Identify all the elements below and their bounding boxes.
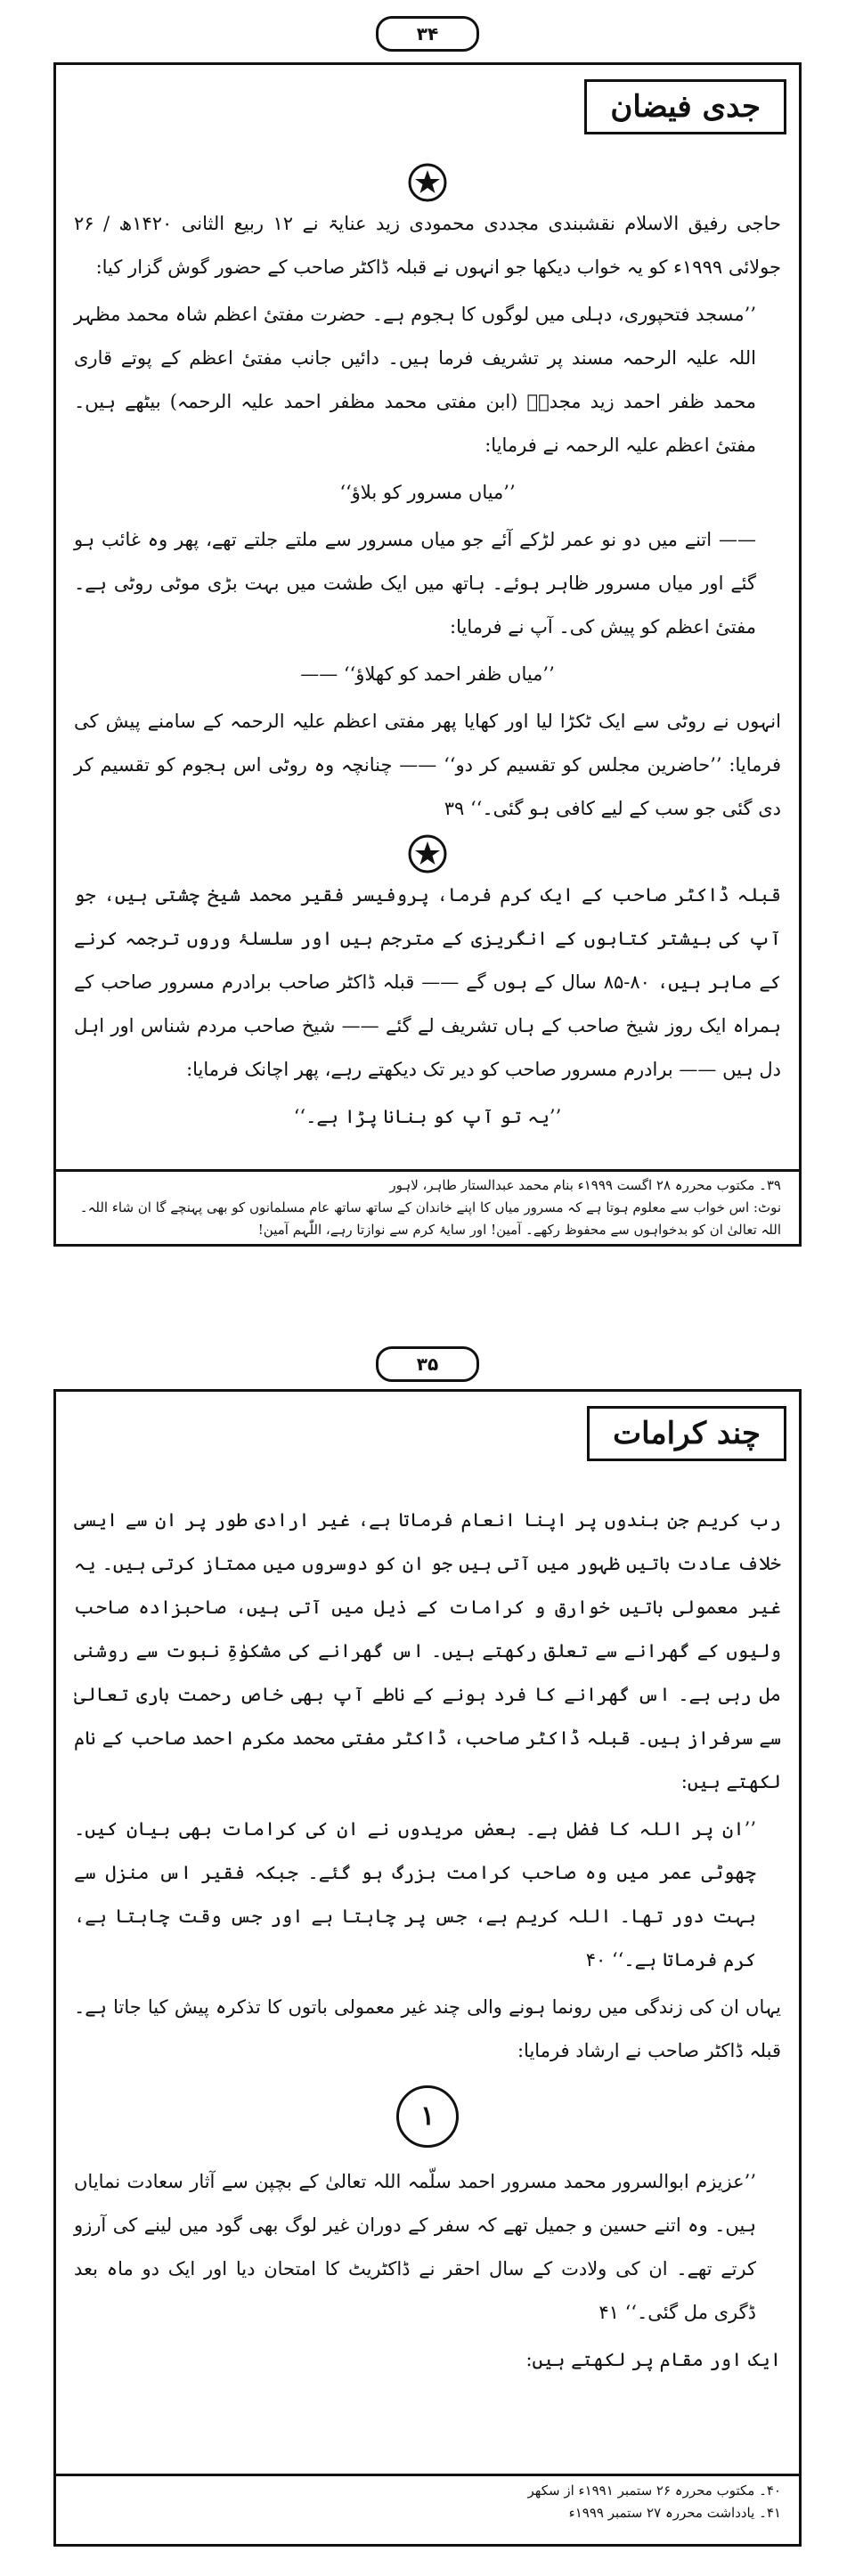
footnote: ۴۱۔ یادداشت محررہ ۲۷ ستمبر ۱۹۹۹ء — [568, 2505, 781, 2521]
chapter-title: چند کرامات — [587, 1406, 786, 1461]
footnote-divider — [56, 2474, 799, 2476]
page-35 — [53, 1389, 802, 2547]
paragraph: قبلہ ڈاکٹر صاحب کے ایک کرم فرما، پروفیسر فقیر محمد شیخ چشتی ہیں، جو آپ کی بیشتر کتابوں کے انگریزی کے مترجم ہیں اور سلسلۂ وروں ترجمہ کرنے کے ماہر ہیں، ۸۰-۸۵ سال کے ہوں گے —— قبلہ ڈاکٹر صاحب برادرم مسرور صاحب کے ہمراہ ایک روز شیخ صاحب کے ہاں تشریف لے گئے —— شیخ صاحب مردم شناس اور اہل دل ہیں —— برادرم مسرور صاحب کو دیر تک دیکھتے رہے، پھر اچانک فرمایا: — [74, 884, 781, 1080]
paragraph: انہوں نے روٹی سے ایک ٹکڑا لیا اور کھایا پھر مفتی اعظم علیہ الرحمہ کے سامنے پیش کی فرمایا: ’’حاضرین مجلس کو تقسیم کر دو‘‘ —— چنانچہ وہ روٹی اس ہجوم کو تقسیم کر دی گئی جو سب کے لیے کافی ہو گئی۔‘‘ ۳۹ — [74, 711, 781, 819]
quote-line: ’’میاں ظفر احمد کو کھلاؤ‘‘ —— — [300, 663, 555, 685]
footnote-divider — [56, 1169, 799, 1172]
page-number-34: ۳۴ — [376, 16, 479, 52]
quote-paragraph: ’’عزیزم ابوالسرور محمد مسرور احمد سلّمہ اللہ تعالیٰ کے بچپن سے آثار سعادت نمایاں ہیں۔ وہ اتنے حسین و جمیل تھے کہ سفر کے دوران غیر لوگ بھی گود میں لینے کی آرزو کرتے تھے۔ ان کی ولادت کے سال احقر نے ڈاکٹریٹ کا امتحان دیا اور ایک دو ماہ بعد ڈگری مل گئی۔‘‘ ۴۱ — [74, 2171, 757, 2323]
star-icon — [408, 834, 447, 874]
paragraph: حاجی رفیق الاسلام نقشبندی مجددی محمودی زید عنایۃ نے ۱۲ ربیع الثانی ۱۴۲۰ھ / ۲۶ جولائی ۱۹۹۹ء کو یہ خواب دیکھا جو انہوں نے قبلہ ڈاکٹر صاحب کے حضور گوش گزار کیا: — [74, 213, 781, 278]
paragraph: ایک اور مقام پر لکھتے ہیں: — [525, 2349, 781, 2370]
footnote: ۳۹۔ مکتوب محررہ ۲۸ اگست ۱۹۹۹ء بنام محمد عبدالستار طاہر، لاہور — [389, 1177, 781, 1193]
paragraph: یہاں ان کی زندگی میں رونما ہونے والی چند غیر معمولی باتوں کا تذکرہ پیش کیا جاتا ہے۔ قبلہ ڈاکٹر صاحب نے ارشاد فرمایا: — [74, 1996, 781, 2061]
page-number-35: ۳۵ — [376, 1346, 479, 1382]
page-34-body — [74, 163, 781, 1142]
star-icon — [408, 163, 447, 202]
section-number: ۱ — [396, 2085, 459, 2148]
star-ornament — [74, 834, 781, 874]
page-34 — [53, 62, 802, 1247]
footnote: ۴۰۔ مکتوب محررہ ۲۶ ستمبر ۱۹۹۱ء از سکھر — [527, 2483, 781, 2499]
quote-line: ’’میاں مسرور کو بلاؤ‘‘ — [339, 482, 516, 503]
quote-paragraph: ’’ان پر اللہ کا فضل ہے۔ بعض مریدوں نے ان کی کرامات بھی بیان کیں۔ چھوٹی عمر میں وہ صاحب کرامت بزرگ ہو گئے۔ جبکہ فقیر اس منزل سے بہت دور تھا۔ اللہ کریم ہے، جس پر چاہتا ہے اور جس وقت چاہتا ہے، کرم فرماتا ہے۔‘‘ ۴۰ — [74, 1818, 756, 1971]
quote-paragraph: ’’مسجد فتحپوری، دہلی میں لوگوں کا ہجوم ہے۔ حضرت مفتیٔ اعظم شاہ محمد مظہر اللہ علیہ الرحمہ مسند پر تشریف فرما ہیں۔ دائیں جانب مفتیٔ اعظم کے پوتے قاری محمد ظفر احمد زید مجدہٗ (ابن مفتی محمد مظفر احمد علیہ الرحمہ) بیٹھے ہیں۔ مفتیٔ اعظم علیہ الرحمہ نے فرمایا: — [74, 304, 757, 456]
footnotes — [74, 2480, 781, 2524]
chapter-title: جدی فیضان — [584, 79, 786, 134]
quote-line: ’’یہ تو آپ کو بنانا پڑا ہے۔‘‘ — [293, 1106, 562, 1127]
footnotes — [74, 1174, 781, 1241]
quote-paragraph: —— اتنے میں دو نو عمر لڑکے آئے جو میاں مسرور سے ملتے جلتے تھے، پھر وہ غائب ہو گئے اور میاں مسرور ظاہر ہوئے۔ ہاتھ میں ایک طشت میں بہت بڑی موٹی روٹی ہے۔ مفتیٔ اعظم کو پیش کی۔ آپ نے فرمایا: — [74, 529, 756, 638]
star-ornament — [74, 163, 781, 202]
footnote: نوٹ: اس خواب سے معلوم ہوتا ہے کہ مسرور میاں کا اپنے خاندان کے ساتھ ساتھ عام مسلمانوں کو بھی پہنچے گا ان شاء اللہ۔ اللہ تعالیٰ ان کو بدخواہوں سے محفوظ رکھے۔ آمین! اور سایۂ کرم سے نوازتا رہے، اللّٰہم آمین! — [79, 1199, 781, 1238]
paragraph: رب کریم جن بندوں پر اپنا انعام فرماتا ہے، غیر ارادی طور پر ان سے ایسی خلاف عادت باتیں ظہور میں آتی ہیں جو ان کو دوسروں میں ممتاز کرتی ہیں۔ یہ غیر معمولی باتیں خوارق و کرامات کے ذیل میں آتی ہیں، صاحبزادہ صاحب ولیوں کے گھرانے سے تعلق رکھتے ہیں۔ اس گھرانے کی مشکوٰۃِ نبوت سے روشنی مل رہی ہے۔ اس گھرانے کا فرد ہونے کے ناطے آپ بھی خاص رحمت باری تعالیٰ سے سرفراز ہیں۔ قبلہ ڈاکٹر صاحب، ڈاکٹر مفتی محمد مکرم احمد صاحب کے نام لکھتے ہیں: — [74, 1509, 781, 1792]
page-35-body — [74, 1499, 781, 2385]
